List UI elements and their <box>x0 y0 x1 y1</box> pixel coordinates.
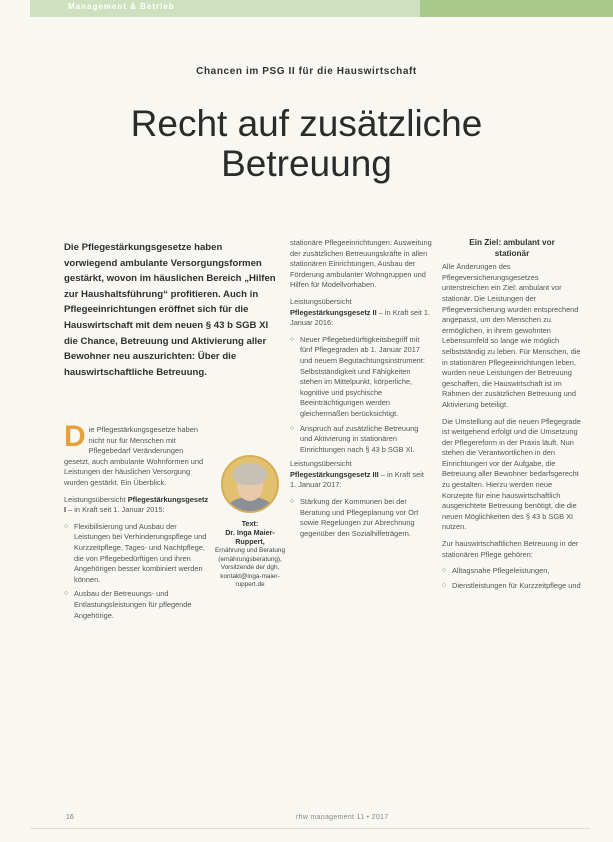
paragraph: Alle Änderungen des Pflegeversicherungsgesetzes unterstreichen ein Ziel: ambulant vor stationär. Die Leistungen der Pflegeversicherung wurden entsprechend angepasst, um den Menschen zu ermöglichen, in ihrem gewohnten Lebensumfeld so lange wie möglich selbstständig zu leben. Für Menschen, die in stationären Pflegeeinrichtungen leben, wurden neue Leistungen der Betreuung geschaffen, die Hauswirtschaft ist im Rahmen der zusätzlichen Betreuung und Aktivierung beteiligt. <box>442 262 581 409</box>
drop-cap: D <box>64 420 86 453</box>
author-label: Text: <box>241 519 259 528</box>
law-heading-name: Pflegestärkungsgesetz I <box>64 494 209 515</box>
law-heading-name: Pflegestärkungsgesetz II <box>290 307 377 317</box>
subheading-line-1: Ein Ziel: ambulant vor <box>469 238 555 247</box>
intro-paragraph <box>64 420 209 489</box>
law-heading-prefix: Leistungsübersicht <box>290 296 352 306</box>
section-bar-accent <box>420 0 613 17</box>
article-title-line-2: Betreuung <box>221 143 392 184</box>
list-item: ○ Flexibilisierung und Ausbau der Leistungen bei Verhinderungspflege und Kurzzeitpflege, Tages- und Nachtpflege, die von Pflegebedürftigen und ihren Angehörigen besser kombiniert werden können. <box>64 522 209 586</box>
section-label: Management & Betrieb <box>68 2 175 11</box>
article-title-line-1: Recht auf zusätzliche <box>130 103 483 144</box>
article-lead: Die Pflegestärkungsgesetze haben vorwiegend ambulante Versorgungsformen gestärkt, wovon im häuslichen Bereich „Hilfen zur Haushaltsführung“ profitieren. Auch in Pflegeeinrichtungen eröffnet sich für die Hauswirtschaft mit dem neuen § 43 b SGB XI die Chance, Betreuung und Aktivierung aller Bewohner neu auszurichten: Über die hauswirtschaftliche Betreuung. <box>64 242 276 378</box>
column-1 <box>64 420 209 625</box>
author-box <box>212 455 288 590</box>
list-item: ○ Alltagsnahe Pflegeleistungen, <box>442 566 582 577</box>
law-heading-name: Pflegestärkungsgesetz III <box>290 469 379 479</box>
list-item: ○ Neuer Pflegebedürftigkeitsbegriff mit fünf Pflegegraden ab 1. Januar 2017 und neuem Begutachtungsinstrument: Selbstständigkeit und Fähigkeiten stehen im Mittelpunkt, körperliche, kognitive und psychische Beeinträchtigungen werden gleichermaßen berücksichtigt. <box>290 335 432 420</box>
section-bar <box>30 0 420 17</box>
author-info: Ernährung und Beratung (ernährungsberatung), Vorsitzende der dgh, kontakt@inga-maier-ruppert.de <box>215 547 285 589</box>
magazine-footer: rhw management 11 • 2017 <box>296 814 389 821</box>
law-heading-psg1 <box>64 495 209 516</box>
law-heading-suffix: – in Kraft seit 1. Januar 2017: <box>290 469 424 490</box>
author-avatar <box>221 455 279 513</box>
paragraph: Die Umstellung auf die neuen Pflegegrade ist weitgehend erfolgt und die Umsetzung der Pflegereform in der Praxis läuft. Nun stehen die Verantwortlichen in den Einrichtungen vor der Aufgabe, die Betreuung aller Bewohner bedarfsgerecht zu gestalten. Hierzu werden neue Konzepte für eine hauswirtschaftlich ausgerichtete Betreuung benötigt, die die neuen Möglichkeiten des § 43 b SGB XI nutzen. <box>442 416 581 532</box>
author-name: Dr. Inga Maier-Ruppert, <box>225 528 275 546</box>
subheading <box>442 238 582 259</box>
article-title <box>0 104 613 184</box>
subheading-line-2: stationär <box>494 248 530 258</box>
footer-divider <box>30 828 590 829</box>
law-heading-prefix: Leistungsübersicht <box>290 459 352 469</box>
list-item: ○ Dienstleistungen für Kurzzeitpflege und <box>442 581 582 592</box>
article-kicker: Chancen im PSG II für die Hauswirtschaft <box>196 66 417 77</box>
list-item: ○ Anspruch auf zusätzliche Betreuung und Aktivierung in stationären Einrichtungen nach § 43 b SGB XI. <box>290 424 432 456</box>
law-heading-psg2 <box>290 297 432 329</box>
list-item: ○ Ausbau der Betreuungs- und Entlastungsleistungen für pflegende Angehörige. <box>64 589 209 621</box>
law-heading-suffix: – in Kraft seit 1. Januar 2016: <box>290 307 431 328</box>
law-heading-psg3 <box>290 459 432 491</box>
paragraph: Zur hauswirtschaftlichen Betreuung in der stationären Pflege gehören: <box>442 539 579 559</box>
intro-text: ie Pflegestärkungsgesetze haben nicht nur für Menschen mit Pflegebedarf Veränderungen gesetzt, auch ambulante Wohnformen und Leistungen der häuslichen Versorgung wurden gestärkt. Ein Überblick. <box>64 425 204 487</box>
column-3 <box>442 238 582 595</box>
page-number: 16 <box>66 814 74 821</box>
column-2 <box>290 238 432 543</box>
list-item: ○ Stärkung der Kommunen bei der Beratung und Pflegeplanung vor Ort sowie Regelungen zur Abrechnung gegenüber den Sozialhilfeträgern. <box>290 497 432 539</box>
continued-paragraph: stationäre Pflegeeinrichtungen: Ausweitung der zusätzlichen Betreuungskräfte in allen stationären Einrichtungen, Ausbau der Förderung ambulanter Wohngruppen und Hilfen für Modellvorhaben. <box>290 238 432 290</box>
law-heading-prefix: Leistungsübersicht <box>64 494 126 504</box>
law-heading-suffix: – in Kraft seit 1. Januar 2015: <box>68 505 165 515</box>
